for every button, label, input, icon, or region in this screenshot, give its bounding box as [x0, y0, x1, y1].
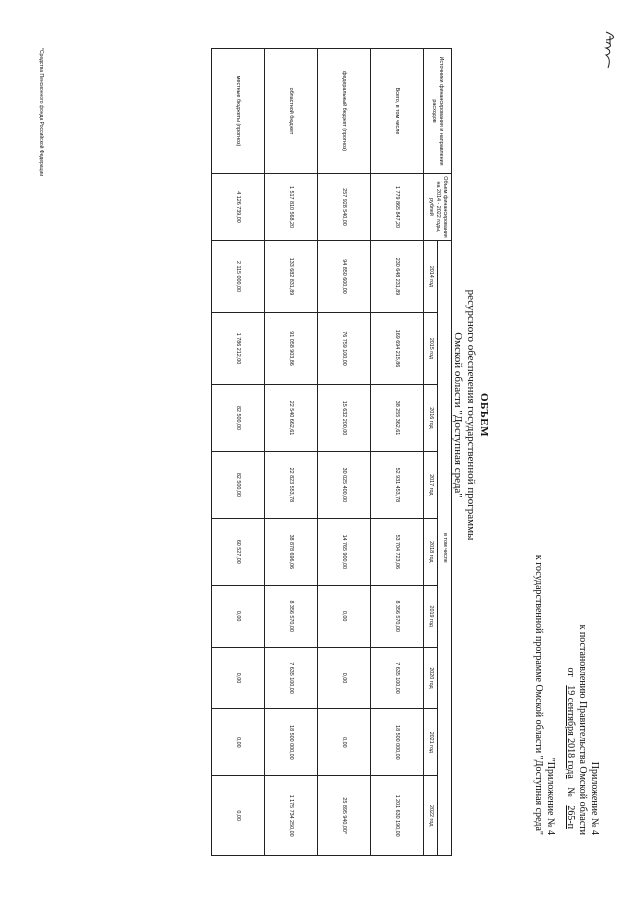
row-value: 82 500,00 — [212, 385, 265, 452]
row-value: 1 201 630 190,00 — [371, 776, 424, 856]
row-total: 4 126 739,00 — [212, 174, 265, 241]
row-value: 0,00 — [318, 585, 371, 647]
row-value: 2 115 000,00 — [212, 241, 265, 313]
row-value: 0,00 — [212, 647, 265, 709]
row-value: 7 635 100,00 — [371, 647, 424, 709]
appendix-decree-ref: к постановлению Правительства Омской области — [577, 624, 588, 835]
row-value: 82 500,00 — [212, 451, 265, 518]
handwritten-signature — [600, 30, 620, 70]
appendix-header — [564, 625, 600, 835]
row-total: 1 779 865 847,20 — [371, 174, 424, 241]
row-source: Всего, в том числе — [371, 49, 424, 174]
row-value: 60 527,00 — [212, 518, 265, 585]
header-year: 2017 год — [424, 451, 438, 518]
row-value: 91 058 903,86 — [265, 313, 318, 385]
row-value: 18 500 000,00 — [265, 709, 318, 776]
row-source: федеральный бюджет (прогноз) — [318, 49, 371, 174]
header-year: 2019 год — [424, 585, 438, 647]
row-value: 22 823 553,78 — [265, 451, 318, 518]
row-value: 7 635 100,00 — [265, 647, 318, 709]
header-year: 2020 год — [424, 647, 438, 709]
decree-number: 265-п — [565, 805, 576, 829]
row-value: 169 694 215,86 — [371, 313, 424, 385]
row-total: 257 928 540,00 — [318, 174, 371, 241]
header-year: 2018 год — [424, 518, 438, 585]
table-row — [371, 49, 424, 856]
row-value: 14 765 900,00 — [318, 518, 371, 585]
header-year: 2014 год — [424, 241, 438, 313]
row-value: 52 931 453,78 — [371, 451, 424, 518]
table-row — [318, 49, 371, 856]
document-title — [451, 205, 490, 625]
header-source: Источники финансирования и направления расходов — [424, 49, 452, 174]
header-year: 2022 год — [424, 776, 438, 856]
decree-date-line — [564, 625, 576, 835]
row-value: 1 175 734 250,00 — [265, 776, 318, 856]
header-year: 2016 год — [424, 385, 438, 452]
number-prefix: № — [565, 787, 576, 797]
row-value: 8 356 570,00 — [265, 585, 318, 647]
row-value: 133 682 831,89 — [265, 241, 318, 313]
row-value: 0,00 — [212, 709, 265, 776]
row-value: 0,00 — [318, 709, 371, 776]
row-value: 230 648 231,89 — [371, 241, 424, 313]
decree-date: 19 сентября 2018 года — [565, 685, 576, 779]
row-source: областной бюджет — [265, 49, 318, 174]
funding-table — [211, 48, 452, 856]
row-value: 94 850 600,00 — [318, 241, 371, 313]
table-row — [212, 49, 265, 856]
row-value: 53 704 723,06 — [371, 518, 424, 585]
row-value: 15 632 200,00 — [318, 385, 371, 452]
row-total: 1 517 810 568,20 — [265, 174, 318, 241]
row-value: 8 356 570,00 — [371, 585, 424, 647]
header-year: 2015 год — [424, 313, 438, 385]
program-appendix-header — [532, 555, 556, 835]
program-appendix-ref: к государственной программе Омской области "Доступная среда" — [533, 554, 544, 835]
title-heading: ОБЪЕМ — [478, 392, 490, 438]
header-total: Объем финансирования на 2014 - 2022 годы, рублей — [424, 174, 452, 241]
row-value: 18 500 000,00 — [371, 709, 424, 776]
footnote: *Средства Пенсионного фонда Российской Федерации — [38, 48, 44, 176]
date-prefix: от — [565, 667, 576, 677]
row-value: 38 878 696,06 — [265, 518, 318, 585]
row-value: 1 786 212,00 — [212, 313, 265, 385]
row-value: 76 759 100,00 — [318, 313, 371, 385]
title-line-3: Омской области "Доступная среда" — [452, 332, 464, 498]
header-group: в том числе — [438, 241, 452, 856]
row-value: 0,00 — [212, 585, 265, 647]
row-source: местные бюджеты (прогноз) — [212, 49, 265, 174]
row-value: 0,00 — [318, 647, 371, 709]
header-year: 2021 год — [424, 709, 438, 776]
row-value: 30 025 400,00 — [318, 451, 371, 518]
row-value: 25 895 940,00* — [318, 776, 371, 856]
table-row — [265, 49, 318, 856]
title-line-2: ресурсного обеспечения государственной программы — [465, 289, 477, 541]
row-value: 22 540 662,61 — [265, 385, 318, 452]
program-appendix-number: "Приложение № 4 — [545, 757, 556, 835]
row-value: 38 255 362,61 — [371, 385, 424, 452]
row-value: 0,00 — [212, 776, 265, 856]
appendix-number: Приложение № 4 — [589, 761, 600, 835]
